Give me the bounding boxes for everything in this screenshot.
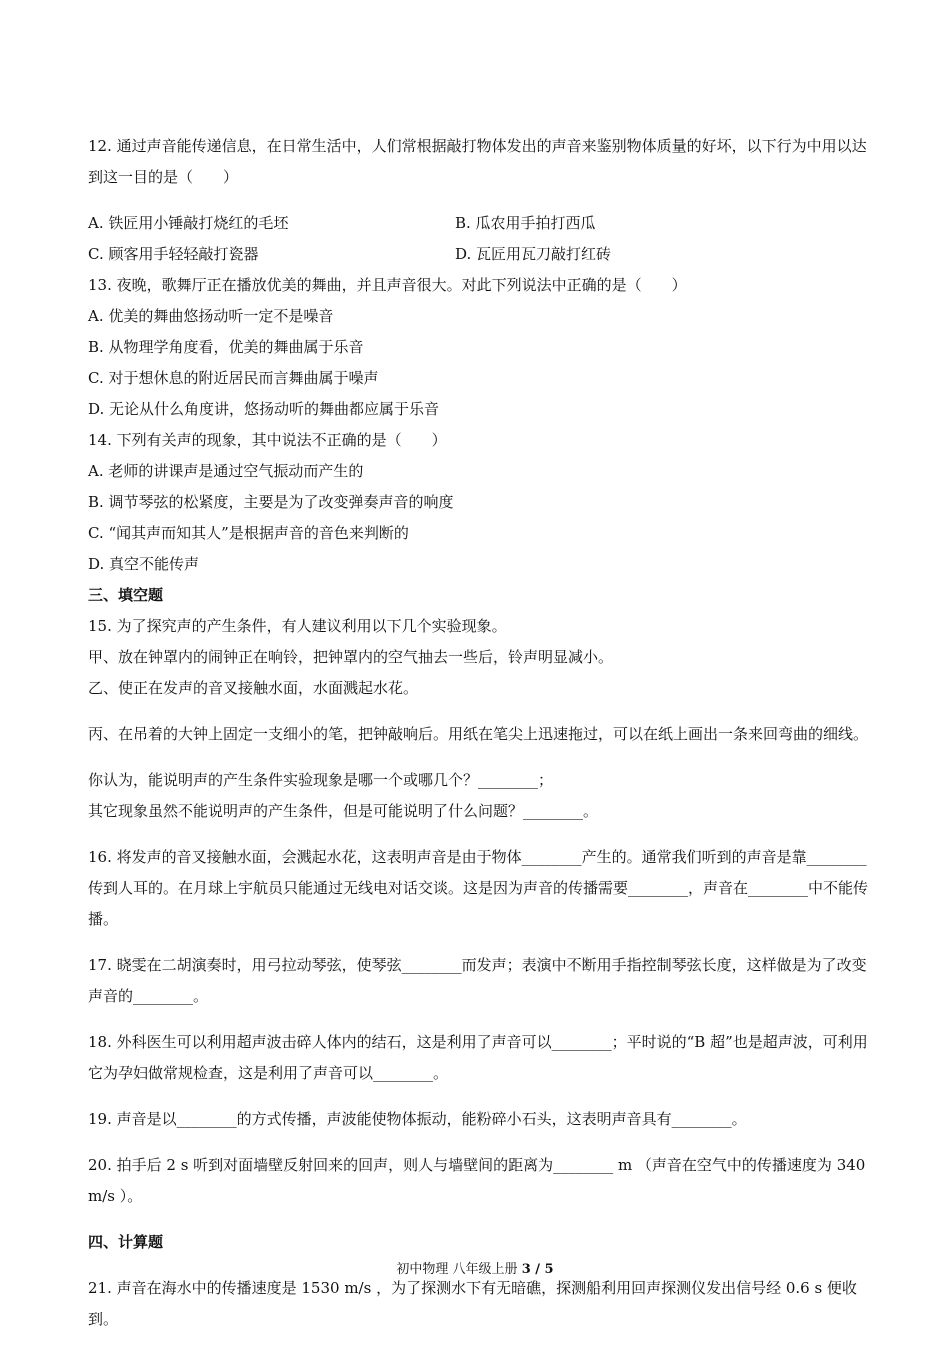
question-19: 19. 声音是以________的方式传播，声波能使物体振动，能粉碎小石头，这表明声音具有________。 <box>88 1110 747 1128</box>
document-page <box>88 116 868 1350</box>
question-12-option-c: C. 顾客用手轻轻敲打瓷器 <box>88 245 259 263</box>
footer-page-number: 3 / 5 <box>521 1262 554 1277</box>
question-16: 16. 将发声的音叉接触水面，会溅起水花，这表明声音是由于物体________产生的。通常我们听到的声音是靠________传到人耳的。在月球上宇航员只能通过无线电对话交谈。这是因为声音的传播需要________，声音在________中不能传播。 <box>88 848 869 928</box>
question-15-ask-1: 你认为，能说明声的产生条件实验现象是哪一个或哪几个？________； <box>88 771 554 789</box>
question-13-option-c: C. 对于想休息的附近居民而言舞曲属于噪声 <box>88 369 379 387</box>
question-15-item-bing: 丙、在吊着的大钟上固定一支细小的笔，把钟敲响后。用纸在笔尖上迅速拖过，可以在纸上画出一条来回弯曲的细线。 <box>88 725 869 743</box>
question-21: 21. 声音在海水中的传播速度是 1530 m/s ，为了探测水下有无暗礁，探测船利用回声探测仪发出信号经 0.6 s 便收到。 <box>88 1279 857 1328</box>
question-13-option-a: A. 优美的舞曲悠扬动听一定不是噪音 <box>88 307 334 325</box>
question-15-item-yi: 乙、使正在发声的音叉接触水面，水面溅起水花。 <box>88 679 419 697</box>
question-12-options-row-1 <box>88 208 868 239</box>
question-14-stem: 14. 下列有关声的现象，其中说法不正确的是（ ） <box>88 431 447 449</box>
question-12-stem: 12. 通过声音能传递信息，在日常生活中，人们常根据敲打物体发出的声音来鉴别物体质量的好坏，以下行为中用以达到这一目的是（ ） <box>88 137 867 186</box>
question-14-option-c: C. “闻其声而知其人”是根据声音的音色来判断的 <box>88 524 409 542</box>
question-12-option-b: B. 瓜农用手拍打西瓜 <box>455 214 596 232</box>
question-15-item-jia: 甲、放在钟罩内的闹钟正在响铃，把钟罩内的空气抽去一些后，铃声明显减小。 <box>88 648 614 666</box>
question-14-option-b: B. 调节琴弦的松紧度，主要是为了改变弹奏声音的响度 <box>88 493 454 511</box>
question-13-option-d: D. 无论从什么角度讲，悠扬动听的舞曲都应属于乐音 <box>88 400 440 418</box>
question-13-stem: 13. 夜晚，歌舞厅正在播放优美的舞曲，并且声音很大。对此下列说法中正确的是（ ） <box>88 276 687 294</box>
question-14-option-a: A. 老师的讲课声是通过空气振动而产生的 <box>88 462 364 480</box>
section-heading-fill-blank: 三、填空题 <box>88 586 164 604</box>
question-14-option-d: D. 真空不能传声 <box>88 555 200 573</box>
question-18: 18. 外科医生可以利用超声波击碎人体内的结石，这是利用了声音可以________；平时说的“B 超”也是超声波，可利用它为孕妇做常规检查，这是利用了声音可以________。 <box>88 1033 868 1082</box>
question-13-option-b: B. 从物理学角度看，优美的舞曲属于乐音 <box>88 338 364 356</box>
question-12-option-a: A. 铁匠用小锤敲打烧红的毛坯 <box>88 214 289 232</box>
question-17: 17. 晓雯在二胡演奏时，用弓拉动琴弦，使琴弦________而发声；表演中不断用手指控制琴弦长度，这样做是为了改变声音的________。 <box>88 956 867 1005</box>
question-20: 20. 拍手后 2 s 听到对面墙壁反射回来的回声，则人与墙壁间的距离为________ m （声音在空气中的传播速度为 340 m/s ）。 <box>88 1156 866 1205</box>
section-heading-calculation: 四、计算题 <box>88 1233 164 1251</box>
question-15-ask-2: 其它现象虽然不能说明声的产生条件，但是可能说明了什么问题？________。 <box>88 802 599 820</box>
footer-course-label: 初中物理 八年级上册 <box>396 1262 522 1277</box>
question-12-option-d: D. 瓦匠用瓦刀敲打红砖 <box>455 245 612 263</box>
question-12-options-row-2 <box>88 239 868 270</box>
page-footer <box>0 1258 950 1277</box>
question-15-stem: 15. 为了探究声的产生条件，有人建议利用以下几个实验现象。 <box>88 617 507 635</box>
